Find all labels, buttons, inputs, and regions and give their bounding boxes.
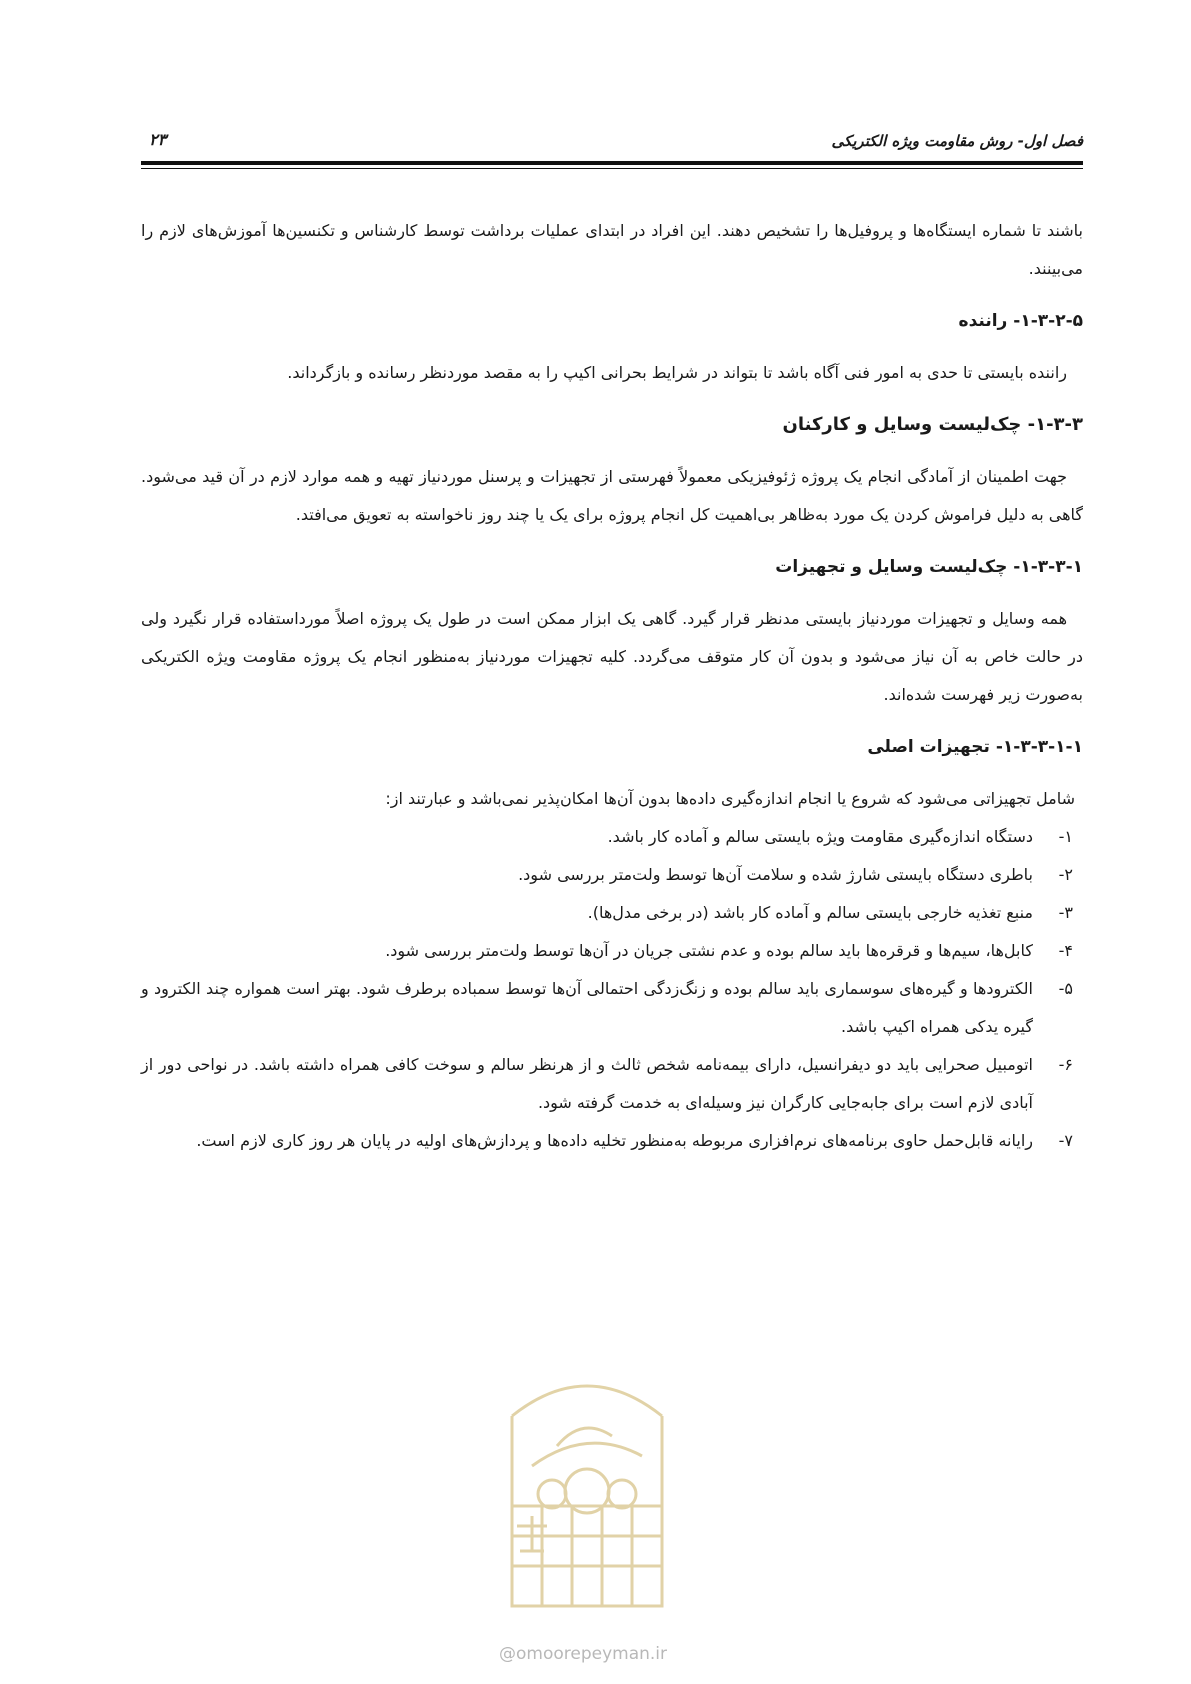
- list-item-number: ۴-: [1058, 941, 1073, 960]
- watermark-logo: [472, 1376, 692, 1626]
- checklist-paragraph: جهت اطمینان از آمادگی انجام یک پروژه ژئوفیزیکی معمولاً فهرستی از تجهیزات و پرسنل مورد‌نیاز تهیه و همه موارد لازم در آن قید می‌شود. گاهی به دلیل فراموش کردن یک مورد به‌ظاهر بی‌اهمیت کل انجام پروژه برای یک یا چند روز ناخواسته به تعویق می‌افتد.: [141, 467, 1083, 524]
- section-heading-checklist: ۱-۳-۳- چک‌لیست وسایل و کارکنان: [782, 414, 1083, 435]
- driver-paragraph: راننده بایستی تا حدی به امور فنی آگاه باشد تا بتواند در شرایط بحرانی اکیپ را به مقصد مورد‌نظر رسانده و بازگرداند.: [287, 363, 1067, 382]
- list-item: [141, 970, 1083, 1046]
- equipment-paragraph: همه وسایل و تجهیزات مورد‌نیاز بایستی مدنظر قرار گیرد. گاهی یک ابزار ممکن است در طول یک پروژه اصلاً مورد‌استفاده قرار نگیرد ولی در حالت خاص به آن نیاز می‌شود و بدون آن کار متوقف می‌گردد. کلیه تجهیزات مورد‌نیاز به‌منظور انجام یک پروژه مقاومت ویژه الکتریکی به‌صورت زیر فهرست شده‌اند.: [141, 609, 1083, 704]
- list-item-text: منبع تغذیه خارجی بایستی سالم و آماده کار باشد (در برخی مدل‌ها).: [587, 903, 1033, 922]
- list-item-text: دستگاه اندازه‌گیری مقاومت ویژه بایستی سالم و آماده کار باشد.: [607, 827, 1033, 846]
- list-item: [141, 818, 1083, 856]
- body-content: [141, 212, 1083, 1160]
- list-item-text: باطری دستگاه بایستی شارژ شده و سلامت آن‌ها توسط ولت‌متر بررسی شود.: [518, 865, 1033, 884]
- list-item-number: ۱-: [1058, 827, 1073, 846]
- main-equipment-intro: شامل تجهیزاتی می‌شود که شروع یا انجام اندازه‌گیری داده‌ها بدون آن‌ها امکان‌پذیر نمی‌باشد و عبارتند از:: [385, 789, 1075, 808]
- header-rule-thick: [141, 161, 1083, 165]
- page-header: [141, 126, 1083, 156]
- list-item-number: ۲-: [1058, 865, 1073, 884]
- list-item: [141, 1046, 1083, 1122]
- header-rule-thin: [141, 168, 1083, 169]
- list-item-number: ۷-: [1058, 1131, 1073, 1150]
- chapter-title: فصل اول- روش مقاومت ویژه الکتریکی: [831, 132, 1083, 150]
- equipment-list: [141, 818, 1083, 1160]
- list-item-number: ۵-: [1058, 979, 1073, 998]
- list-item: [141, 932, 1083, 970]
- section-heading-driver: ۱-۳-۲-۵- راننده: [958, 311, 1083, 331]
- seal-icon: [512, 1386, 662, 1606]
- section-heading-main-equipment: ۱-۳-۳-۱-۱- تجهیزات اصلی: [867, 737, 1083, 757]
- list-item-text: الکترودها و گیره‌های سوسماری باید سالم بوده و زنگ‌زدگی احتمالی آن‌ها توسط سمباده برطرف شود. بهتر است همواره چند الکترود و گیره یدکی همراه اکیپ باشد.: [141, 979, 1033, 1036]
- page-number: ۲۳: [149, 130, 167, 149]
- list-item: [141, 894, 1083, 932]
- watermark-url: @omoorepeyman.ir: [498, 1644, 668, 1664]
- list-item: [141, 856, 1083, 894]
- list-item-number: ۶-: [1058, 1055, 1073, 1074]
- list-item-text: رایانه قابل‌حمل حاوی برنامه‌های نرم‌افزاری مربوطه به‌منظور تخلیه داده‌ها و پردازش‌های اولیه در پایان هر روز کاری لازم است.: [196, 1131, 1033, 1150]
- list-item-text: کابل‌ها، سیم‌ها و قرقره‌ها باید سالم بوده و عدم نشتی جریان در آن‌ها توسط ولت‌متر بررسی شود.: [385, 941, 1033, 960]
- list-item-text: اتومبیل صحرایی باید دو دیفرانسیل، دارای بیمه‌نامه شخص ثالث و از هرنظر سالم و سوخت کافی همراه داشته باشد. در نواحی دور از آبادی لازم است برای جابه‌جایی کارگران نیز وسیله‌ای به خدمت گرفته شود.: [141, 1055, 1033, 1112]
- intro-paragraph: باشند تا شماره ایستگاه‌ها و پروفیل‌ها را تشخیص دهند. این افراد در ابتدای عملیات برداشت توسط کارشناس و تکنسین‌ها آموزش‌های لازم را می‌بینند.: [141, 221, 1083, 278]
- list-item: [141, 1122, 1083, 1160]
- section-heading-equipment: ۱-۳-۳-۱- چک‌لیست وسایل و تجهیزات: [775, 557, 1083, 577]
- list-item-number: ۳-: [1058, 903, 1073, 922]
